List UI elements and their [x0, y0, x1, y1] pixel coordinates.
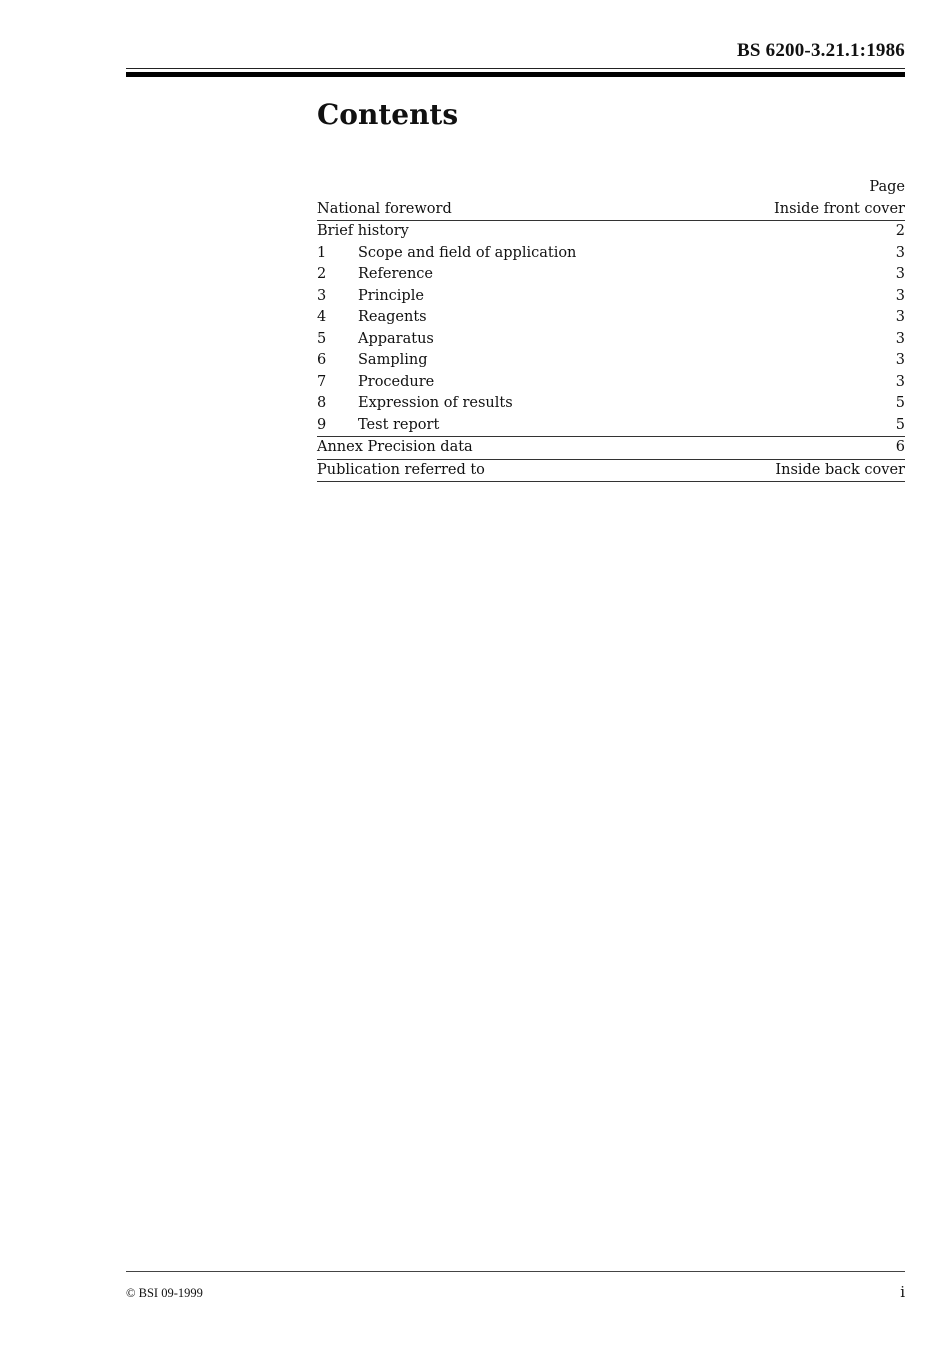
toc-entry-page: 3 [895, 266, 905, 282]
toc-page-heading: Page [869, 179, 905, 195]
footer-rule [126, 1271, 905, 1272]
toc-entry-label: Scope and field of application [358, 244, 577, 261]
toc-entry-apparatus[interactable] [317, 329, 905, 351]
toc-entry-number: 4 [317, 309, 327, 325]
toc-entry-page: Inside front cover [774, 200, 905, 217]
table-of-contents [317, 177, 905, 482]
toc-entry-number: 5 [317, 330, 327, 347]
toc-entry-page: 3 [895, 373, 905, 390]
toc-entry-national-foreword[interactable] [317, 199, 905, 222]
toc-entry-label: Apparatus [358, 330, 434, 347]
header-rule-thick [126, 72, 905, 77]
toc-entry-number: 7 [317, 373, 327, 390]
toc-entry-label: Procedure [358, 373, 435, 390]
toc-entry-label: Test report [358, 416, 440, 433]
footer-copyright: © BSI 09-1999 [126, 1286, 203, 1300]
toc-entry-procedure[interactable] [317, 372, 905, 394]
toc-entry-page: 5 [895, 395, 905, 411]
footer-page-number: i [900, 1283, 905, 1301]
toc-entry-label: Reagents [358, 309, 427, 325]
toc-entry-publication-referred[interactable] [317, 460, 905, 483]
toc-entry-page: 3 [895, 244, 905, 261]
toc-entry-number: 9 [317, 416, 327, 433]
toc-entry-page: 3 [895, 352, 905, 368]
toc-entry-label: Principle [358, 287, 424, 304]
toc-entry-sampling[interactable] [317, 350, 905, 372]
toc-entry-reference[interactable] [317, 264, 905, 286]
toc-entry-number: 6 [317, 352, 327, 368]
toc-entry-label: Annex Precision data [317, 439, 473, 455]
toc-entry-scope[interactable] [317, 243, 905, 265]
toc-entry-label: Publication referred to [317, 461, 485, 478]
toc-entry-number: 8 [317, 395, 327, 411]
toc-entry-label: National foreword [317, 200, 452, 217]
document-id: BS 6200-3.21.1:1986 [737, 40, 905, 61]
toc-entry-number: 1 [317, 244, 327, 261]
toc-entry-label: Sampling [358, 352, 428, 368]
toc-entry-number: 2 [317, 266, 327, 282]
toc-entry-label: Expression of results [358, 395, 513, 411]
toc-entry-page: 3 [895, 287, 905, 304]
toc-entry-brief-history[interactable] [317, 221, 905, 243]
toc-entry-page: 3 [895, 330, 905, 347]
toc-entry-principle[interactable] [317, 286, 905, 308]
toc-entry-test-report[interactable] [317, 415, 905, 438]
toc-entry-page: Inside back cover [775, 461, 905, 478]
header-rule-thin [126, 68, 905, 69]
toc-entry-label: Brief history [317, 223, 409, 239]
toc-entry-page: 2 [895, 223, 905, 239]
toc-entry-reagents[interactable] [317, 307, 905, 329]
toc-entry-number: 3 [317, 287, 327, 304]
toc-entry-page: 6 [895, 439, 905, 455]
toc-entry-expression-of-results[interactable] [317, 393, 905, 415]
toc-entry-page: 5 [895, 416, 905, 433]
toc-page-heading-row [317, 177, 905, 199]
page-title: Contents [317, 98, 459, 131]
toc-entry-page: 3 [895, 309, 905, 325]
toc-entry-annex[interactable] [317, 437, 905, 460]
toc-entry-label: Reference [358, 266, 433, 282]
